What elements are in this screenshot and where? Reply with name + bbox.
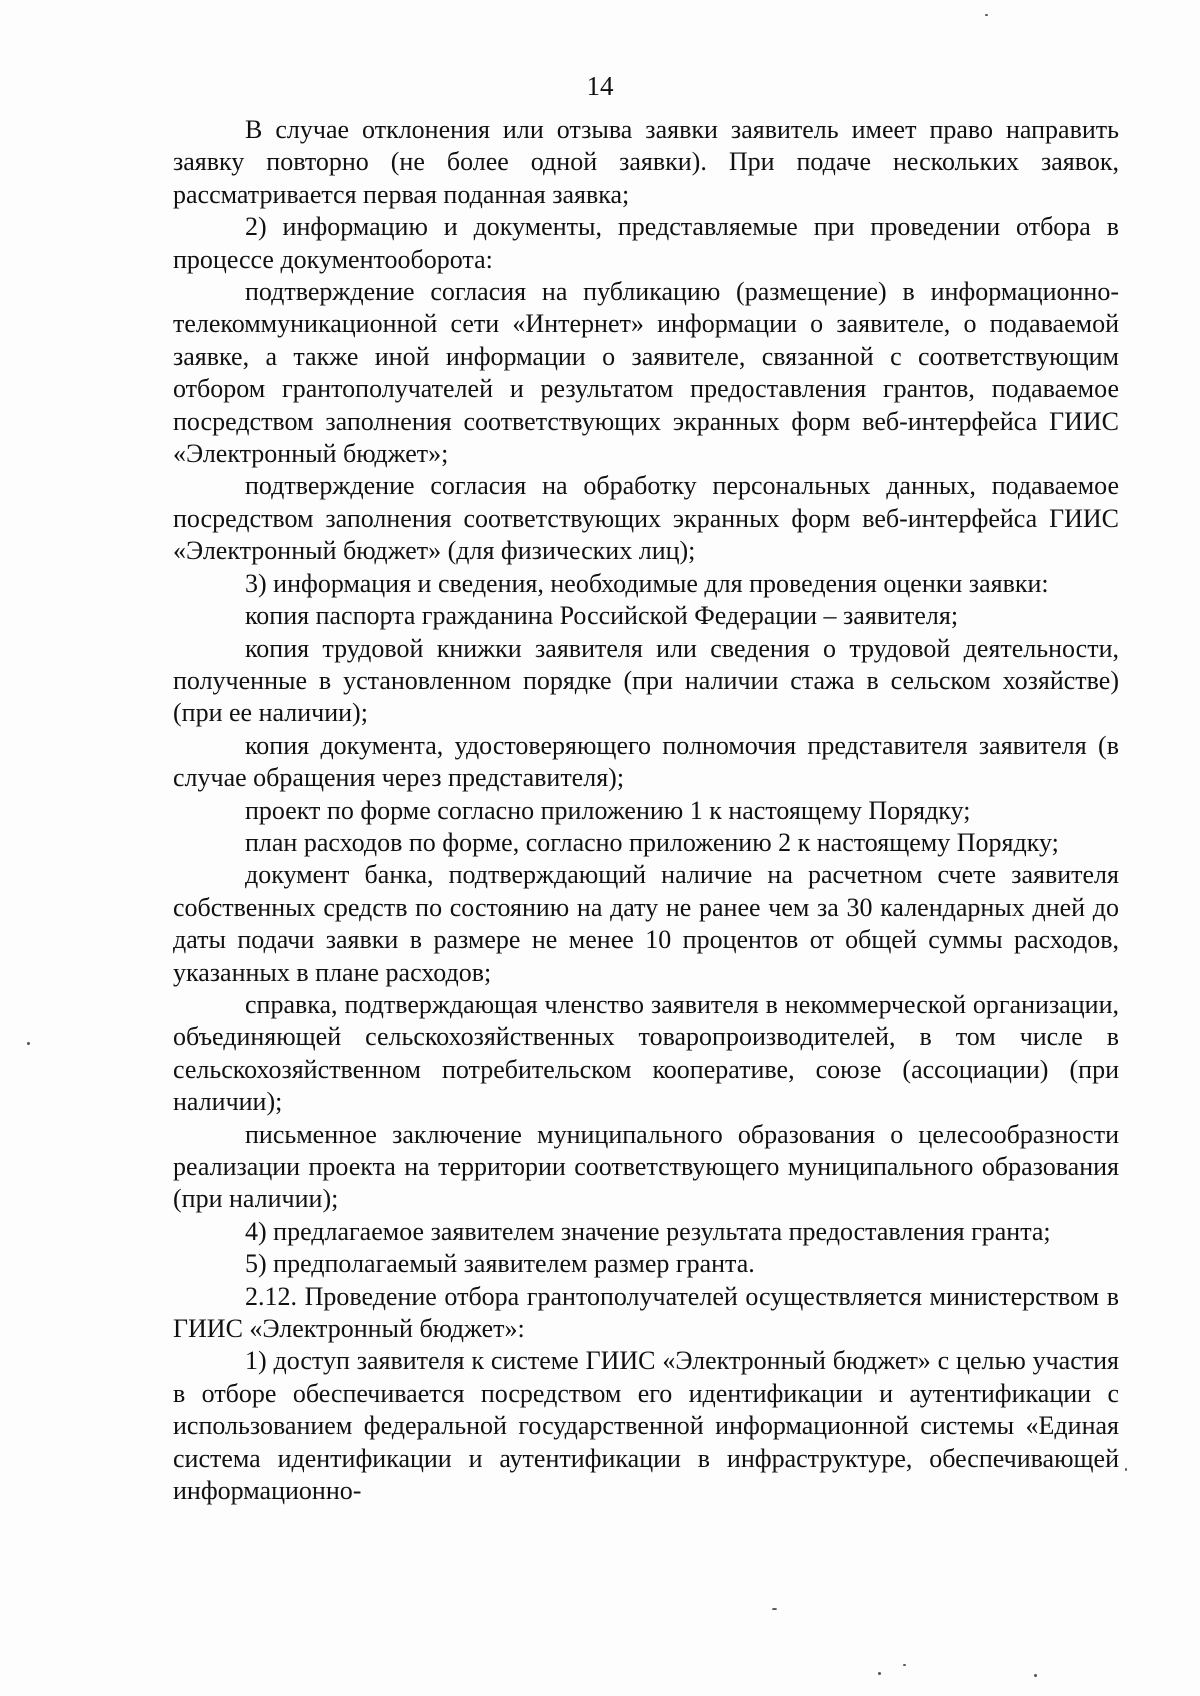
- scan-speck: [985, 14, 988, 16]
- paragraph-municipal-conclusion: письменное заключение муниципального образования о целесообразности реализации проекта на территории соответствующего муниципального образования (при наличии);: [173, 1119, 1119, 1214]
- scan-speck: [1034, 1674, 1037, 1677]
- document-body: [173, 114, 1119, 1507]
- paragraph-membership-certificate: справка, подтверждающая членство заявителя в некоммерческой организации, объединяющей сельскохозяйственных товаропроизводителей, в том числе в сельскохозяйственном потребительском кооперативе, союзе (ассоциации) (при наличии);: [173, 989, 1119, 1117]
- paragraph-work-book-copy: копия трудовой книжки заявителя или сведения о трудовой деятельности, полученные в установленном порядке (при наличии стажа в сельском хозяйстве) (при ее наличии);: [173, 633, 1119, 728]
- paragraph-consent-personal-data: подтверждение согласия на обработку персональных данных, подаваемое посредством заполнения соответствующих экранных форм веб-интерфейса ГИИС «Электронный бюджет» (для физических лиц);: [173, 471, 1119, 566]
- paragraph-item-2: 2) информацию и документы, представляемые при проведении отбора в процессе документооборота:: [173, 212, 1119, 274]
- paragraph-resubmission: В случае отклонения или отзыва заявки заявитель имеет право направить заявку повторно (не более одной заявки). При подаче нескольких заявок, рассматривается первая поданная заявка;: [173, 115, 1119, 209]
- scan-speck: [1125, 1468, 1127, 1471]
- page-number: 14: [586, 71, 614, 101]
- paragraph-item-3: 3) информация и сведения, необходимые для проведения оценки заявки:: [245, 568, 1049, 598]
- paragraph-consent-publication: подтверждение согласия на публикацию (размещение) в информационно-телекоммуникационной сети «Интернет» информации о заявителе, о подаваемой заявке, а также иной информации о заявителе, связанной с соответствующим отбором грантополучателей и результатом предоставления грантов, подаваемое посредством заполнения соответствующих экранных форм веб-интерфейса ГИИС «Электронный бюджет»;: [173, 277, 1119, 469]
- scan-speck: [772, 1608, 777, 1610]
- paragraph-representative-document: копия документа, удостоверяющего полномочия представителя заявителя (в случае обращения через представителя);: [173, 730, 1119, 793]
- paragraph-section-2-12: 2.12. Проведение отбора грантополучателей осуществляется министерством в ГИИС «Электронный бюджет»:: [173, 1281, 1119, 1344]
- scan-speck: [27, 1042, 30, 1045]
- paragraph-item-4: 4) предлагаемое заявителем значение результата предоставления гранта;: [245, 1216, 1051, 1246]
- scan-speck: [878, 1672, 881, 1675]
- paragraph-item-5: 5) предполагаемый заявителем размер гранта.: [245, 1249, 755, 1279]
- paragraph-passport-copy: копия паспорта гражданина Российской Федерации – заявителя;: [245, 601, 959, 631]
- paragraph-bank-document: документ банка, подтверждающий наличие на расчетном счете заявителя собственных средств по состоянию на дату не ранее чем за 30 календарных дней до даты подачи заявки в размере не менее 10 процентов от общей суммы расходов, указанных в плане расходов;: [173, 860, 1119, 987]
- paragraph-access-item-1: 1) доступ заявителя к системе ГИИС «Электронный бюджет» с целью участия в отборе обеспечивается посредством его идентификации и аутентификации с использованием федеральной государственной информационной системы «Единая система идентификации и аутентификации в инфраструктуре, обеспечивающей информационно-: [173, 1346, 1119, 1506]
- paragraph-project-form: проект по форме согласно приложению 1 к настоящему Порядку;: [245, 795, 971, 825]
- paragraph-expense-plan: план расходов по форме, согласно приложению 2 к настоящему Порядку;: [245, 827, 1059, 857]
- scan-speck: [903, 1664, 906, 1666]
